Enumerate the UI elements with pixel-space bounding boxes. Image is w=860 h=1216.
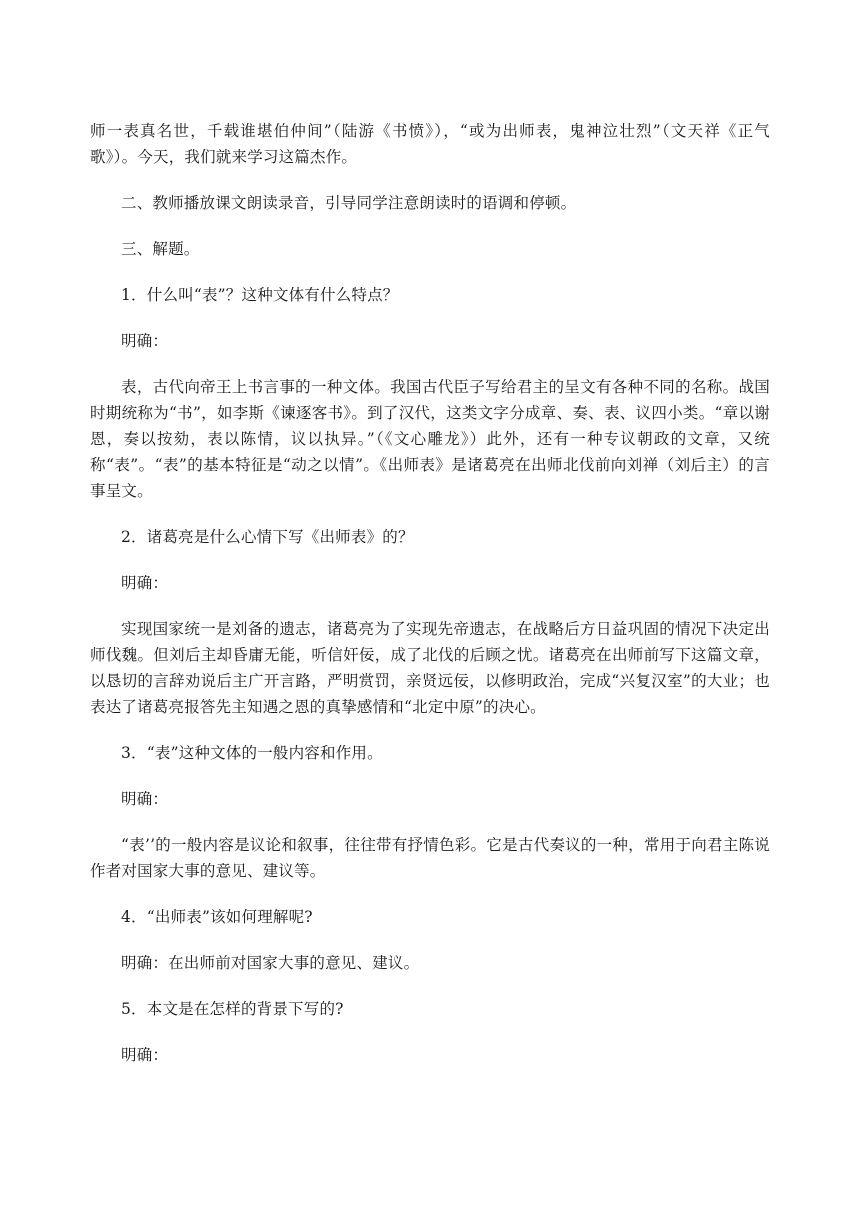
answer-4-text: 明确：在出师前对国家大事的意见、建议。 [121, 954, 420, 972]
answer-label-5: 明确： [121, 1046, 169, 1064]
question-3: 3．“表”这种文体的一般内容和作用。 [121, 744, 383, 762]
step-two-paragraph: 二、教师播放课文朗读录音，引导同学注意朗读时的语调和停顿。 [121, 194, 577, 212]
intro-continuation: 师一表真名世，千载谁堪伯仲间”（陆游《书愤》），“或为出师表，鬼神泣壮烈”（文天祥《正气歌》）。今天，我们就来学习这篇杰作。 [90, 122, 770, 166]
answer-3-text: “表’’的一般内容是议论和叙事，往往带有抒情色彩。它是古代奏议的一种，常用于向君主陈说作者对国家大事的意见、建议等。 [90, 836, 770, 880]
answer-label-1: 明确： [121, 332, 169, 350]
question-2: 2．诸葛亮是什么心情下写《出师表》的？ [121, 528, 414, 546]
answer-label-2: 明确： [121, 574, 169, 592]
answer-2-text: 实现国家统一是刘备的遗志，诸葛亮为了实现先帝遗志，在战略后方日益巩固的情况下决定出师伐魏。但刘后主却昏庸无能，听信奸佞，成了北伐的后顾之忧。诸葛亮在出师前写下这篇文章，以恳切的言辞劝说后主广开言路，严明赏罚，亲贤远佞，以修明政治，完成“兴复汉室”的大业；也表达了诸葛亮报答先主知遇之恩的真挚感情和“北定中原”的决心。 [90, 620, 770, 716]
step-three-heading: 三、解题。 [121, 240, 200, 258]
answer-1-text: 表，古代向帝王上书言事的一种文体。我国古代臣子写给君主的呈文有各种不同的名称。战国时期统称为“书”，如李斯《谏逐客书》。到了汉代，这类文字分成章、奏、表、议四小类。“章以谢恩，奏以按劾，表以陈情，议以执异。”（《文心雕龙》）此外，还有一种专议朝政的文章，又统称“表”。“表”的基本特征是“动之以情”。《出师表》是诸葛亮在出师北伐前向刘禅（刘后主）的言事呈文。 [90, 378, 770, 500]
answer-label-3: 明确： [121, 790, 169, 808]
question-1: 1．什么叫“表”？这种文体有什么特点？ [121, 286, 399, 304]
document-body [90, 118, 770, 1068]
question-5: 5．本文是在怎样的背景下写的? [121, 1000, 344, 1018]
question-4: 4．“出师表”该如何理解呢? [121, 908, 313, 926]
